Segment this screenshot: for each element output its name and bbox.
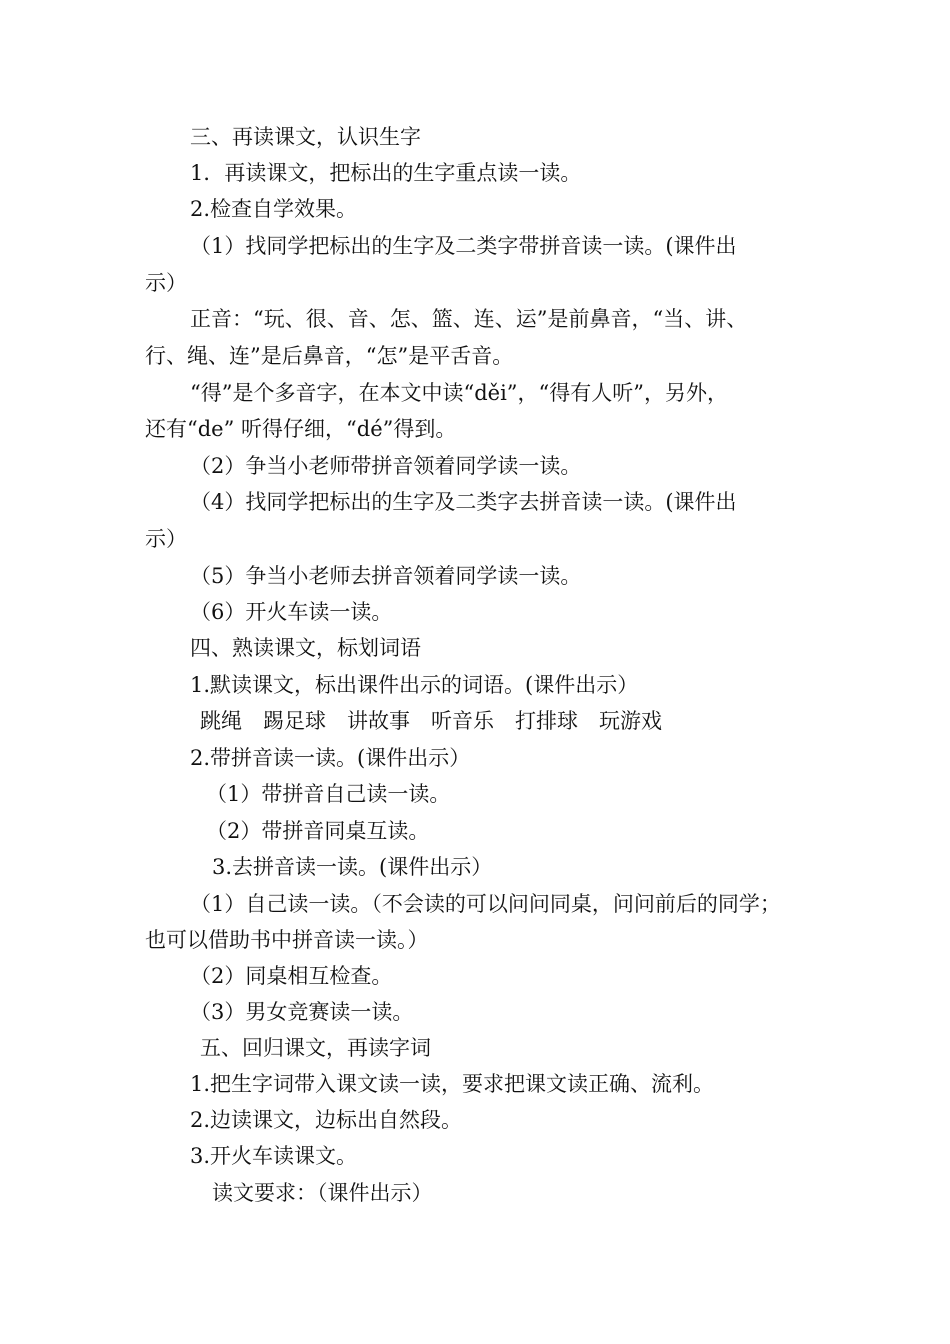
paragraph: 读文要求：（课件出示） [212,1181,433,1205]
paragraph: （6）开火车读一读。 [190,600,393,624]
paragraph: （2）争当小老师带拼音领着同学读一读。 [190,454,582,478]
section-heading-5: 五、回归课文，再读字词 [200,1036,431,1060]
paragraph: 2.带拼音读一读。(课件出示） [190,746,471,770]
paragraph: （5）争当小老师去拼音领着同学读一读。 [190,564,582,588]
paragraph-continuation: 示） [145,271,187,295]
paragraph: 1.默读课文，标出课件出示的词语。(课件出示） [190,673,639,697]
paragraph-continuation: 也可以借助书中拼音读一读。） [145,928,429,952]
word-list: 跳绳 踢足球 讲故事 听音乐 打排球 玩游戏 [200,709,662,733]
paragraph: （1）找同学把标出的生字及二类字带拼音读一读。(课件出 [190,234,737,258]
section-heading-4: 四、熟读课文，标划词语 [190,636,421,660]
paragraph: 2.检查自学效果。 [190,197,358,221]
paragraph-continuation: 示） [145,527,187,551]
paragraph: （1）自己读一读。（不会读的可以问问同桌，问问前后的同学； [190,892,781,916]
paragraph: （2）带拼音同桌互读。 [206,819,430,843]
paragraph: 2.边读课文，边标出自然段。 [190,1108,463,1132]
paragraph: （4）找同学把标出的生字及二类字去拼音读一读。(课件出 [190,490,737,514]
paragraph: 1.把生字词带入课文读一读，要求把课文读正确、流利。 [190,1072,715,1096]
paragraph: “得”是个多音字，在本文中读“děi”，“得有人听”，另外， [190,381,728,405]
paragraph: （1）带拼音自己读一读。 [206,782,451,806]
paragraph: （2）同桌相互检查。 [190,964,393,988]
paragraph: （3）男女竞赛读一读。 [190,1000,414,1024]
section-heading-3: 三、再读课文，认识生字 [190,125,421,149]
paragraph-continuation: 行、绳、连”是后鼻音，“怎”是平舌音。 [145,344,514,368]
paragraph: 1．再读课文，把标出的生字重点读一读。 [190,161,582,185]
paragraph: 3.开火车读课文。 [190,1144,358,1168]
paragraph: 正音：“玩、很、音、怎、篮、连、运”是前鼻音，“当、讲、 [190,307,748,331]
paragraph: 3.去拼音读一读。(课件出示） [212,855,493,879]
paragraph-continuation: 还有“de” 听得仔细，“dé”得到。 [145,417,457,441]
